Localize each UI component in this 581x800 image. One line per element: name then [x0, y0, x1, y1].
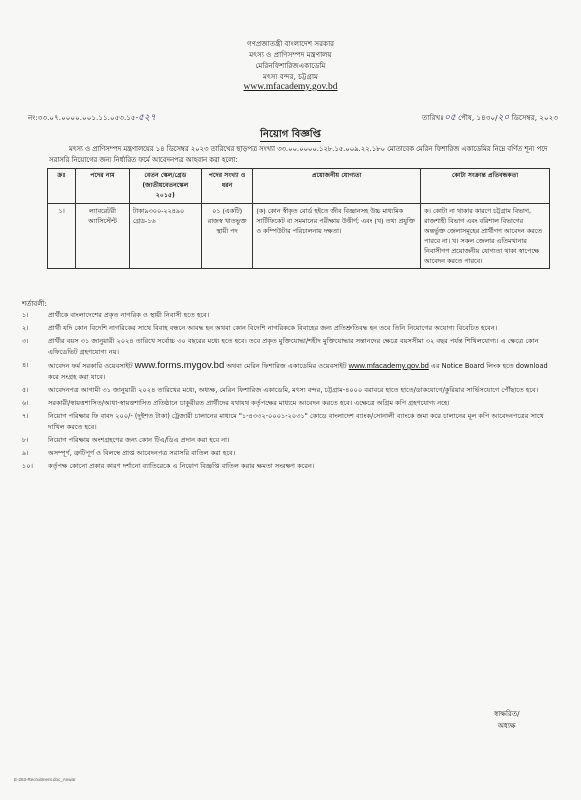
- signature-signed: স্বাক্ষরিত/: [494, 710, 520, 718]
- table-header-row: [48, 169, 550, 204]
- col-serial: ক্রঃ: [48, 169, 76, 204]
- list-item: [22, 398, 552, 409]
- term-number: ৬।: [22, 399, 29, 407]
- term-text-part: এর Notice Board লিংক হতে download করে সংগ্রহ করা যাবে।: [48, 362, 548, 381]
- academy-website-link[interactable]: www.mfacademy.gov.bd: [348, 361, 429, 370]
- term-number: ১০।: [22, 462, 33, 470]
- memo-reference: [28, 110, 156, 125]
- date-english: ডিসেম্বর, ২০২৩: [509, 113, 558, 122]
- date-label: তারিখঃ: [422, 113, 445, 122]
- term-text: সরকারী/স্বায়ত্তশাসিত/আধা-স্বায়ত্তশাসিত প্রতিষ্ঠানে চাকুরীরত প্রার্থীদের যথাযথ কর্তৃপক্ষের মাধ্যমে আবেদন করতে হবে। এক্ষেত্রে অগ্রিম কপি গ্রহণযোগ্য নহে।: [48, 399, 450, 407]
- signature-designation: অধ্যক্ষ: [497, 722, 516, 730]
- institution-name: মেরিনফিশারিজএকাডেমি: [255, 61, 326, 70]
- list-item: [22, 385, 552, 396]
- col-post-count: পদের সংখ্যা ও ধরন: [201, 169, 252, 204]
- term-text: আবেদনপত্র আগামী ৩১ জানুয়ারী ২০২৪ তারিখের মধ্যে, অধ্যক্ষ, মেরিন ফিশারিজ একাডেমি, মৎস্য বন্দর, চট্টগ্রাম-৪০০০ বরাবরে হাতে হাতে/ডাকযোগে/কুরিয়ার সার্ভিসযোগে পৌঁছাতে হবে।: [48, 386, 539, 394]
- term-number: ৭।: [22, 412, 29, 420]
- term-text: কর্তৃপক্ষ কোনো প্রকার কারণ দর্শানো ব্যাতিরেকে এ নিয়োগ বিজ্ঞপ্তি বাতিল করার ক্ষমতা সংরক্ষণ করেন।: [48, 462, 315, 470]
- term-number: ৪।: [22, 361, 29, 369]
- notice-title-text: নিয়োগ বিজ্ঞপ্তি: [260, 129, 321, 140]
- institution-website-link[interactable]: www.mfacademy.gov.bd: [243, 82, 338, 92]
- col-post-name: পদের নাম: [76, 169, 130, 204]
- institution-address: মৎস্য বন্দর, চট্টগ্রাম: [262, 72, 319, 81]
- list-item: [22, 323, 552, 334]
- memo-ref-handwritten: ৫২৭: [138, 113, 156, 123]
- term-text: প্রার্থীকে বাংলাদেশের প্রকৃত নাগরিক ও স্থায়ী নিবাসী হতে হবে।: [48, 311, 210, 319]
- vacancy-table: [47, 168, 550, 269]
- list-item: [22, 435, 552, 446]
- file-reference-footer: E-253-Recruitment.doc_Anwar: [14, 777, 76, 782]
- col-qualification: প্রয়োজনীয় যোগ্যতা: [253, 169, 421, 204]
- term-number: ২।: [22, 324, 29, 332]
- table-row: [48, 204, 550, 269]
- notice-title: [0, 127, 581, 144]
- cell-post-count: ০১ (একটি) রাজস্ব খাতভুক্ত স্থায়ী পদ: [201, 204, 252, 269]
- terms-list: [22, 310, 552, 474]
- list-item: [22, 461, 552, 472]
- list-item: [22, 360, 552, 383]
- cell-serial: ১।: [48, 204, 76, 269]
- ministry-name: মৎস্য ও প্রাণিসম্পদ মন্ত্রণালয়: [249, 50, 332, 59]
- terms-heading: শর্তাবলী:: [22, 300, 47, 308]
- term-text: প্রার্থীর বয়স ৩১ জানুয়ারী ২০২৪ তারিখে সর্বোচ্চ ৩০ বছরের মধ্যে হতে হবে। তবে প্রকৃত মুক্তিযোদ্ধা/শহীদ মুক্তিযোদ্ধার সন্তানদের ক্ষেত্রে বয়সসীমা ৩২ বছর পর্যন্ত শিথিলযোগ্য। এ ক্ষেত্রে কোন এফিডেভিট গ্রহণযোগ্য নয়।: [48, 337, 539, 356]
- term-number: ৫।: [22, 386, 29, 394]
- list-item: [22, 310, 552, 321]
- term-text-part: অথবা মেরিন ফিশারিজ একাডেমির ওয়েবসাইট: [224, 362, 349, 370]
- term-text-part: আবেদন ফর্ম সরকারি ওয়েবসাইট: [48, 362, 135, 370]
- list-item: [22, 411, 552, 433]
- govt-name: গণপ্রজাতন্ত্রী বাংলাদেশ সরকার: [246, 39, 335, 48]
- intro-paragraph: মৎস্য ও প্রাণিসম্পদ মন্ত্রণালয়ের ১৪ ডিসেম্বর ২০২৩ তারিখের ছাড়পত্র সংখ্যা ৩৩.০০.০০০০.১২৮.১৫.০০৯.২২.১৮০ মোতাবেক মেরিন ফিশারিজ একাডেমির নিম্নে বর্ণিত শূন্য পদে সরাসরি নিয়োগের জন্য নির্ধারিত ফর্মে আবেদনপত্র আহবান করা হলো:: [49, 145, 548, 164]
- col-quota: কোটা সংক্রান্ত প্রতিবন্ধকতা: [421, 169, 550, 204]
- term-number: ৯।: [22, 449, 29, 457]
- cell-qualification: (ক) কোন স্বীকৃত বোর্ড হইতে জীব বিজ্ঞানসহ উচ্চ মাধ্যমিক সার্টিফিকেট বা সমমানের পরীক্ষায় উত্তীর্ণ; এবং (খ) তথ্য প্রযুক্তি ও কম্পিউটার পরিচালনায় দক্ষতা।: [253, 204, 421, 269]
- term-text: [48, 360, 552, 383]
- list-item: [22, 336, 552, 358]
- signature-block: [494, 708, 519, 732]
- term-text: প্রার্থী যদি কোন বিদেশি নাগরিকের সাথে বিবাহ বন্ধনে আবদ্ধ হন অথবা কোন বিদেশি নাগরিককে বিবাহের জন্য প্রতিশ্রুতিবদ্ধ হন তবে তিনি নিয়োগের অযোগ্য বিবেচিত হবেন।: [48, 324, 498, 332]
- forms-website-link[interactable]: www.forms.mygov.bd: [134, 360, 225, 371]
- memo-date: [422, 110, 558, 125]
- term-text: নিয়োগ পরিক্ষার ফি বাবদ ২০০/- (দুইশত টাকা) ট্রেজারী চালানের মাধ্যমে "১-৪৩৩২-০০০১-২০৩১" কোডে বাংলাদেশ ব্যাংক/সোনালী ব্যাংকে জমা করে চালানের মূল কপি আবেদনপত্রের সাথে দাখিল করতে হবে।: [48, 412, 544, 431]
- term-text: নিয়োগ পরিক্ষায় অংশগ্রহণের জন্য কোন টিএ/ডিএ প্রদান করা হবে না।: [48, 436, 230, 444]
- term-number: ৮।: [22, 436, 29, 444]
- list-item: [22, 448, 552, 459]
- term-number: ১।: [22, 311, 29, 319]
- term-text: অসম্পূর্ণ, ত্রুটিপূর্ণ ও বিলম্বে প্রাপ্ত আবেদনপত্র সরাসরি বাতিল করা হবে।: [48, 449, 236, 457]
- date-handwritten-day: ০৫: [444, 113, 456, 123]
- date-handwritten-day2: ২০: [497, 113, 510, 123]
- cell-post-name: ল্যাবরেটরী অ্যাসিস্টেন্ট: [76, 204, 130, 269]
- term-number: ৩।: [22, 337, 29, 345]
- cell-pay-scale: টাকা৯৩০০-২২৪৯০ গ্রেড-১৬: [129, 204, 201, 269]
- cell-quota: ক। কোটা না থাকার কারণে চট্টগ্রাম বিভাগ, রাজশাহী বিভাগ এবং বরিশাল বিভাগের অন্তর্ভুক্ত জেলাসমূহের প্রার্থীগণ আবেদন করতে পারবে না। খ। সকল জেলার এতিমখানার নিবাসীগণ প্রয়োজনীয় যোগ্যতা থাকা স্বাপেক্ষে আবেদন করতে পারবে।: [421, 204, 550, 269]
- letterhead: [0, 38, 581, 93]
- col-pay-scale: বেতন স্কেল/গ্রেড (জাতীয়বেতনস্কেল ২০১৫): [129, 169, 201, 204]
- date-bengali: পৌষ, ১৪৩০/: [455, 113, 498, 122]
- memo-ref-number: নং:৩৩.০৭.০০০০.০০১.১১.০৫৩.১৫-: [28, 113, 139, 122]
